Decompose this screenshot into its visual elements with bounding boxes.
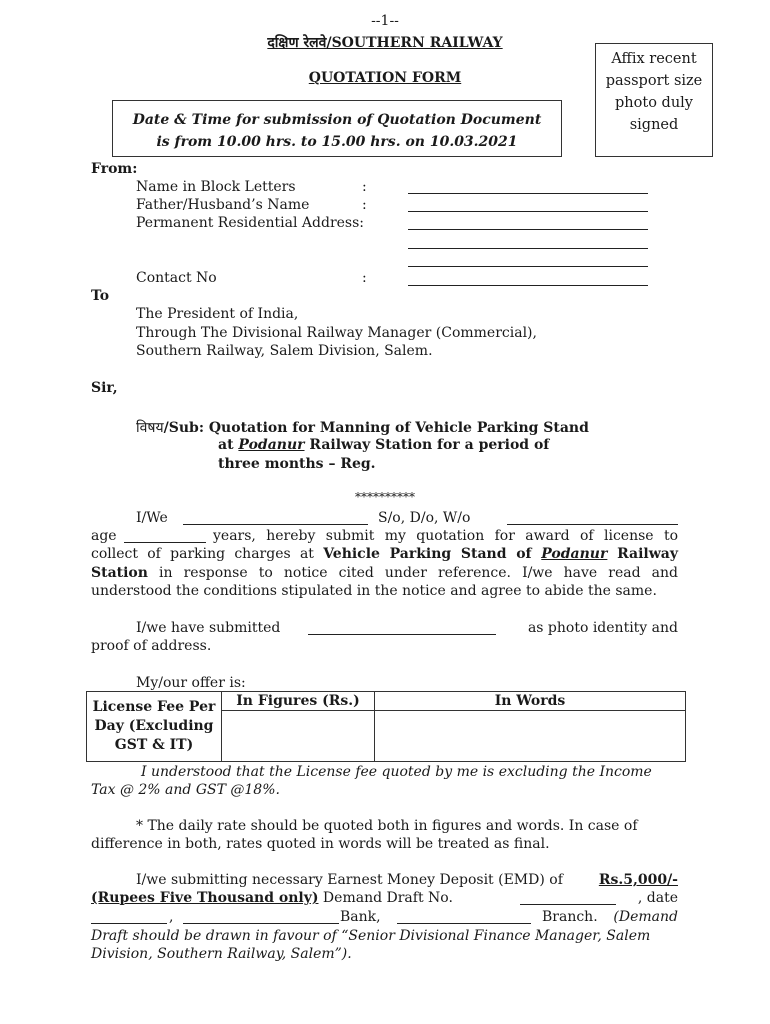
relation-name-field[interactable] bbox=[507, 524, 678, 525]
contact-field[interactable] bbox=[408, 285, 648, 286]
branch-name-field[interactable] bbox=[397, 923, 531, 924]
figures-header-cell bbox=[222, 692, 375, 711]
name-colon: : bbox=[362, 179, 367, 195]
fee-in-figures-field[interactable] bbox=[222, 711, 375, 762]
photo-id-field[interactable] bbox=[308, 634, 496, 635]
photo-placeholder-box bbox=[595, 43, 713, 157]
words-header-cell bbox=[375, 692, 686, 711]
address-field-line2[interactable] bbox=[408, 248, 648, 249]
emd-line5: Division, Southern Railway, Salem”). bbox=[91, 946, 352, 962]
subject-line3: three months – Reg. bbox=[218, 456, 376, 472]
address-field-line1[interactable] bbox=[408, 229, 648, 230]
applicant-name-field[interactable] bbox=[183, 524, 368, 525]
to-address-line3: Southern Railway, Salem Division, Salem. bbox=[136, 343, 433, 359]
p2-b: as photo identity and bbox=[527, 620, 678, 636]
p1-line3 bbox=[91, 546, 678, 562]
p1-line3-station: Podanur bbox=[541, 546, 608, 562]
railway-title-english: /SOUTHERN RAILWAY bbox=[326, 35, 503, 51]
tax-note-line2: Tax @ 2% and GST @18%. bbox=[91, 782, 280, 798]
p1-line4 bbox=[91, 565, 678, 581]
emd-amount: Rs.5,000/- bbox=[598, 872, 678, 888]
name-label: Name in Block Letters bbox=[136, 179, 296, 195]
from-label: From: bbox=[91, 161, 138, 177]
fee-in-words-field[interactable] bbox=[375, 711, 686, 762]
submission-notice-box bbox=[112, 100, 562, 157]
p1-age-label: age bbox=[91, 528, 117, 544]
emd-line3-branch: Branch. bbox=[542, 909, 598, 925]
dd-date-field[interactable] bbox=[91, 923, 167, 924]
p2-a: I/we have submitted bbox=[136, 620, 281, 636]
p1-years-text: years, hereby submit my quotation for award of license to bbox=[213, 528, 678, 544]
p1-line4-a: Station bbox=[91, 565, 148, 581]
subject-station: Podanur bbox=[238, 437, 305, 453]
subject-line2-b: Railway Station for a period of bbox=[304, 437, 550, 453]
offer-table bbox=[86, 691, 686, 762]
offer-row-label-cell bbox=[87, 692, 222, 762]
form-title: QUOTATION FORM bbox=[308, 70, 462, 86]
railway-title-hindi: दक्षिण रेलवे bbox=[267, 35, 327, 51]
age-field[interactable] bbox=[124, 542, 206, 543]
p2-c: proof of address. bbox=[91, 638, 212, 654]
offer-row-label: License Fee Per Day (Excluding GST & IT) bbox=[92, 699, 216, 753]
p1-iwe: I/We bbox=[136, 510, 168, 526]
col-figures-header: In Figures (Rs.) bbox=[236, 693, 360, 709]
subject-line2-a: at bbox=[218, 437, 239, 453]
address-field-line3[interactable] bbox=[408, 266, 648, 267]
subject-prefix: /Sub: bbox=[163, 420, 204, 436]
col-words-header: In Words bbox=[494, 693, 566, 709]
bank-name-field[interactable] bbox=[183, 923, 339, 924]
p1-line4-b: in response to notice cited under reference. I/we have read and bbox=[147, 565, 678, 581]
address-label: Permanent Residential Address: bbox=[136, 215, 365, 231]
dd-number-field[interactable] bbox=[520, 904, 616, 905]
contact-label: Contact No bbox=[136, 270, 217, 286]
offer-intro: My/our offer is: bbox=[136, 675, 246, 691]
emd-line2 bbox=[91, 890, 678, 906]
tax-note-line1: I understood that the License fee quoted by me is excluding the Income bbox=[141, 764, 652, 780]
emd-line2-b: Demand Draft No. bbox=[318, 890, 453, 906]
railway-title bbox=[200, 33, 570, 52]
to-address-line2: Through The Divisional Railway Manager (Commercial), bbox=[136, 325, 537, 341]
emd-line1-a: I/we submitting necessary Earnest Money Deposit (EMD) of bbox=[136, 872, 563, 888]
p1-line3-d: Railway bbox=[607, 546, 678, 562]
separator: ********** bbox=[355, 490, 415, 504]
p1-line3-b: Vehicle Parking Stand of bbox=[323, 546, 542, 562]
photo-instruction: Affix recent passport size photo duly signed bbox=[605, 51, 703, 133]
father-label: Father/Husband’s Name bbox=[136, 197, 310, 213]
emd-line1 bbox=[136, 872, 678, 888]
emd-line3-demand: (Demand bbox=[613, 909, 678, 925]
submission-notice-line1: Date & Time for submission of Quotation Document bbox=[132, 112, 542, 128]
subject-text-line1: Quotation for Manning of Vehicle Parking Stand bbox=[208, 420, 589, 436]
father-field[interactable] bbox=[408, 211, 648, 212]
subject-line1 bbox=[136, 418, 589, 437]
to-address-line1: The President of India, bbox=[136, 306, 299, 322]
name-field[interactable] bbox=[408, 193, 648, 194]
subject-prefix-hindi: विषय bbox=[136, 420, 164, 436]
emd-line3-bank: Bank, bbox=[340, 909, 381, 925]
emd-amount-words: (Rupees Five Thousand only) bbox=[91, 890, 319, 906]
emd-line3-comma: , bbox=[169, 909, 174, 925]
to-label: To bbox=[91, 288, 110, 304]
p1-line3-a: collect of parking charges at bbox=[91, 546, 324, 562]
emd-line2-date: , date bbox=[637, 890, 678, 906]
subject-line2 bbox=[218, 437, 549, 453]
page-number: --1-- bbox=[371, 13, 399, 29]
submission-notice-line2: is from 10.00 hrs. to 15.00 hrs. on 10.03.2021 bbox=[156, 134, 518, 150]
p1-relation: S/o, D/o, W/o bbox=[378, 510, 471, 526]
father-colon: : bbox=[362, 197, 367, 213]
salutation: Sir, bbox=[91, 380, 118, 396]
rate-note-line1: * The daily rate should be quoted both in figures and words. In case of bbox=[136, 818, 638, 834]
p1-line5: understood the conditions stipulated in the notice and agree to abide the same. bbox=[91, 583, 657, 599]
rate-note-line2: difference in both, rates quoted in words will be treated as final. bbox=[91, 836, 550, 852]
contact-colon: : bbox=[362, 270, 367, 286]
emd-line4: Draft should be drawn in favour of “Senior Divisional Finance Manager, Salem bbox=[91, 928, 651, 944]
